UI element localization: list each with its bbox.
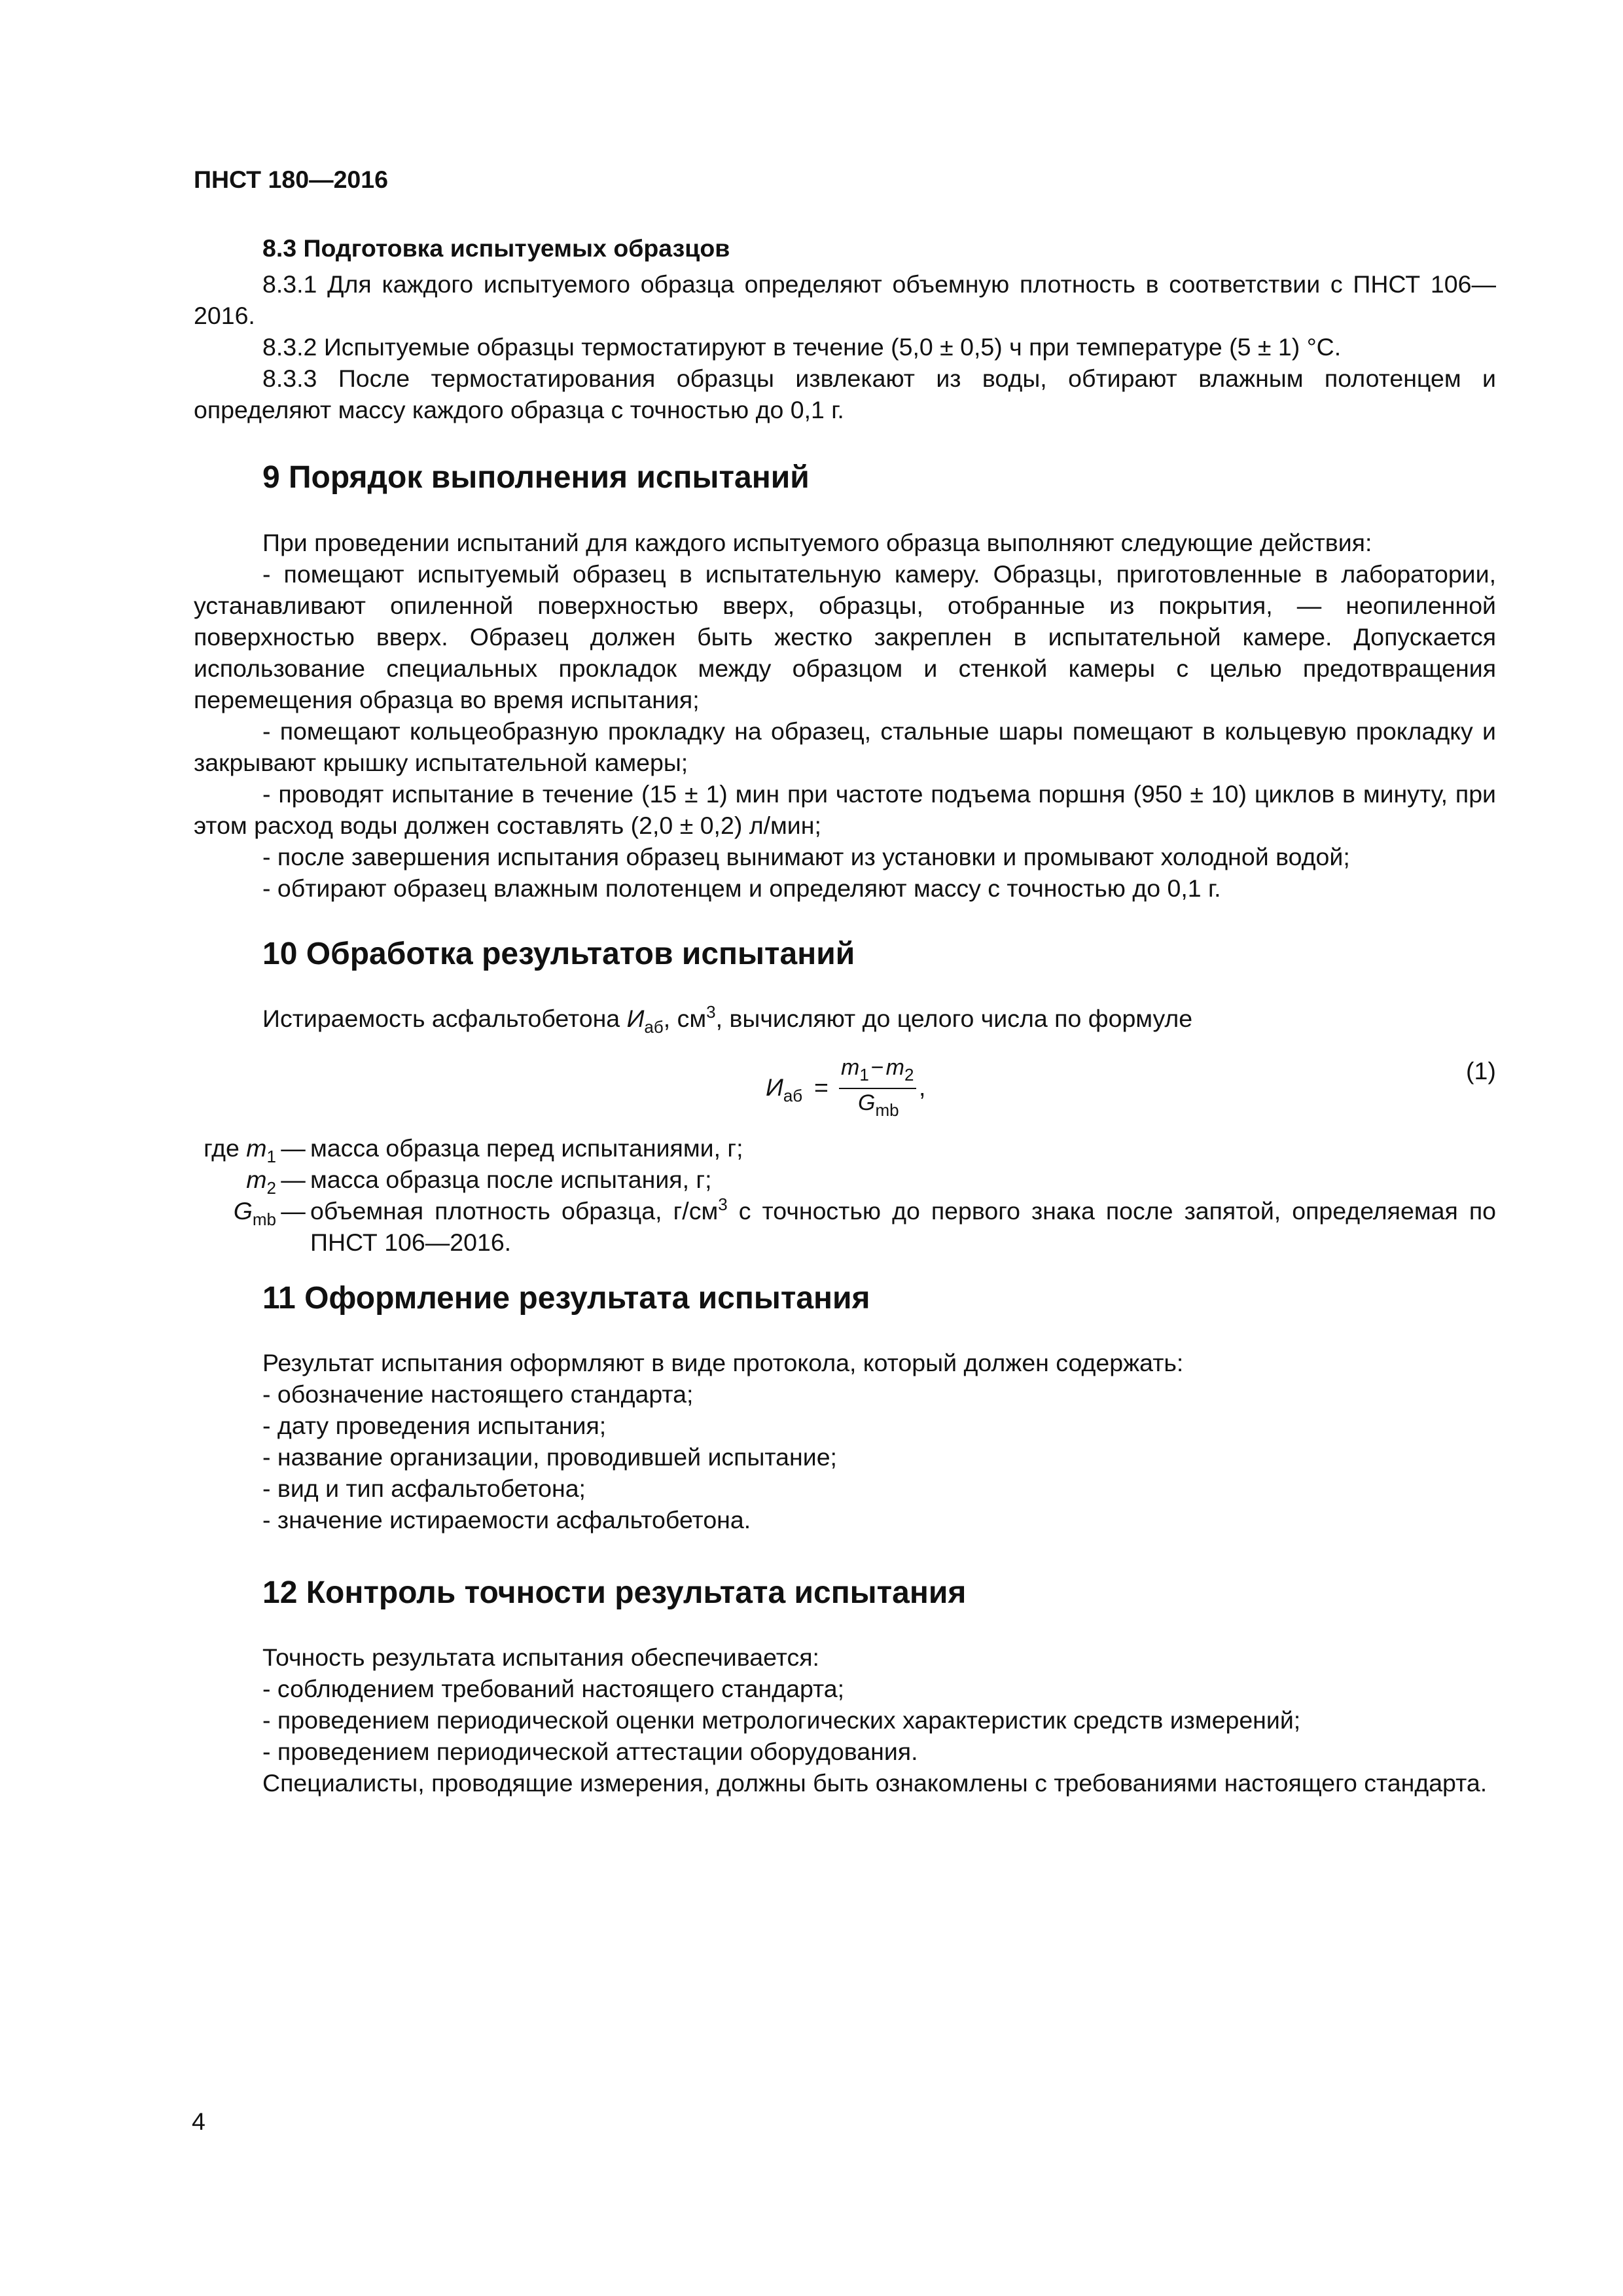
- paragraph-8-3-2: 8.3.2 Испытуемые образцы термостатируют в течение (5,0 ± 0,5) ч при температуре (5 ± 1) °С.: [262, 333, 1342, 361]
- section-title-12: 12 Контроль точности результата испытания: [262, 1575, 967, 1610]
- section-title-10: 10 Обработка результатов испытаний: [262, 937, 855, 971]
- section-11-intro: Результат испытания оформляют в виде протокола, который должен содержать:: [262, 1349, 1184, 1376]
- section-10-intro: Истираемость асфальтобетона $И_{аб}$, $см^3$, вычисляют до целого числа по формуле: [262, 1002, 1193, 1037]
- document-code: ПНСТ 180—2016: [194, 166, 388, 193]
- formula-comma: ,: [919, 1073, 926, 1101]
- list-item: - название организации, проводившей испытание;: [262, 1443, 837, 1471]
- section-title-9: 9 Порядок выполнения испытаний: [262, 460, 810, 495]
- definitions-list: [194, 1132, 1496, 1258]
- formula-number: (1): [1466, 1057, 1496, 1085]
- list-item: - помещают кольцеобразную прокладку на образец, стальные шары помещают в кольцевую прокладку и закрывают крышку испытательной камеры;: [194, 717, 1496, 776]
- definition-row: где $m_1$ — масса образца перед испытаниями, г;: [204, 1134, 743, 1166]
- list-item: - проводят испытание в течение (15 ± 1) мин при частоте подъема поршня (950 ± 10) циклов в минуту, при этом расход воды должен составлять (2,0 ± 0,2) л/мин;: [194, 780, 1496, 839]
- fraction-bar: [839, 1088, 916, 1089]
- list-item: - обтирают образец влажным полотенцем и определяют массу с точностью до 0,1 г.: [262, 874, 1221, 902]
- formula-1: [766, 1055, 936, 1127]
- definition-row: $G_{mb}$ — объемная плотность образца, $г/см^3$ с точностью до первого знака после запятой, определяемая по ПНСТ 106—2016.: [233, 1194, 1496, 1256]
- paragraph-8-3-1: 8.3.1 Для каждого испытуемого образца определяют объемную плотность в соответствии с ПНСТ 106—2016.: [194, 270, 1496, 329]
- subsection-title-8-3: 8.3 Подготовка испытуемых образцов: [262, 234, 730, 262]
- formula-numerator: $m_1-m_2$: [841, 1055, 914, 1085]
- section-12-intro: Точность результата испытания обеспечивается:: [262, 1643, 819, 1671]
- paragraph-8-3-3: 8.3.3 После термостатирования образцы извлекают из воды, обтирают влажным полотенцем и определяют массу каждого образца с точностью до 0,1 г.: [194, 365, 1496, 423]
- section-title-11: 11 Оформление результата испытания: [262, 1281, 870, 1316]
- formula-equals: =: [814, 1073, 829, 1101]
- list-item: - вид и тип асфальтобетона;: [262, 1475, 586, 1502]
- abrasion-symbol: И: [626, 1005, 645, 1032]
- list-item: - соблюдением требований настоящего стандарта;: [262, 1675, 845, 1702]
- page-number: 4: [192, 2108, 205, 2135]
- list-item: - проведением периодической аттестации оборудования.: [262, 1738, 918, 1765]
- section-11-body: [262, 1347, 1496, 1535]
- list-item: - дату проведения испытания;: [262, 1412, 607, 1439]
- list-item: - после завершения испытания образец вынимают из установки и промывают холодной водой;: [262, 843, 1350, 870]
- list-item: - значение истираемости асфальтобетона.: [262, 1506, 751, 1534]
- list-item: - помещают испытуемый образец в испытательную камеру. Образцы, приготовленные в лаборатории, устанавливают опиленной поверхностью вверх, образцы, отобранные из покрытия, — неопиленной поверхностью вверх. Образец должен быть жестко закреплен в испытательной камере. Допускается использование специальных прокладок между образцом и стенкой камеры с целью предотвращения перемещения образца во время испытания;: [194, 560, 1496, 713]
- section-12-body: [262, 1641, 1496, 1767]
- section-9-intro: При проведении испытаний для каждого испытуемого образца выполняют следующие действия:: [262, 529, 1372, 556]
- list-item: - проведением периодической оценки метрологических характеристик средств измерений;: [262, 1706, 1301, 1734]
- formula-denominator: $G_{mb}$: [858, 1090, 899, 1120]
- section-12-closing: Специалисты, проводящие измерения, должны быть ознакомлены с требованиями настоящего стандарта.: [262, 1769, 1488, 1797]
- definition-row: $m_2$ — масса образца после испытания, г;: [246, 1166, 712, 1198]
- list-item: - обозначение настоящего стандарта;: [262, 1380, 694, 1408]
- section-9-list: [194, 558, 1496, 904]
- formula-lhs: $И_{аб}$: [766, 1073, 803, 1105]
